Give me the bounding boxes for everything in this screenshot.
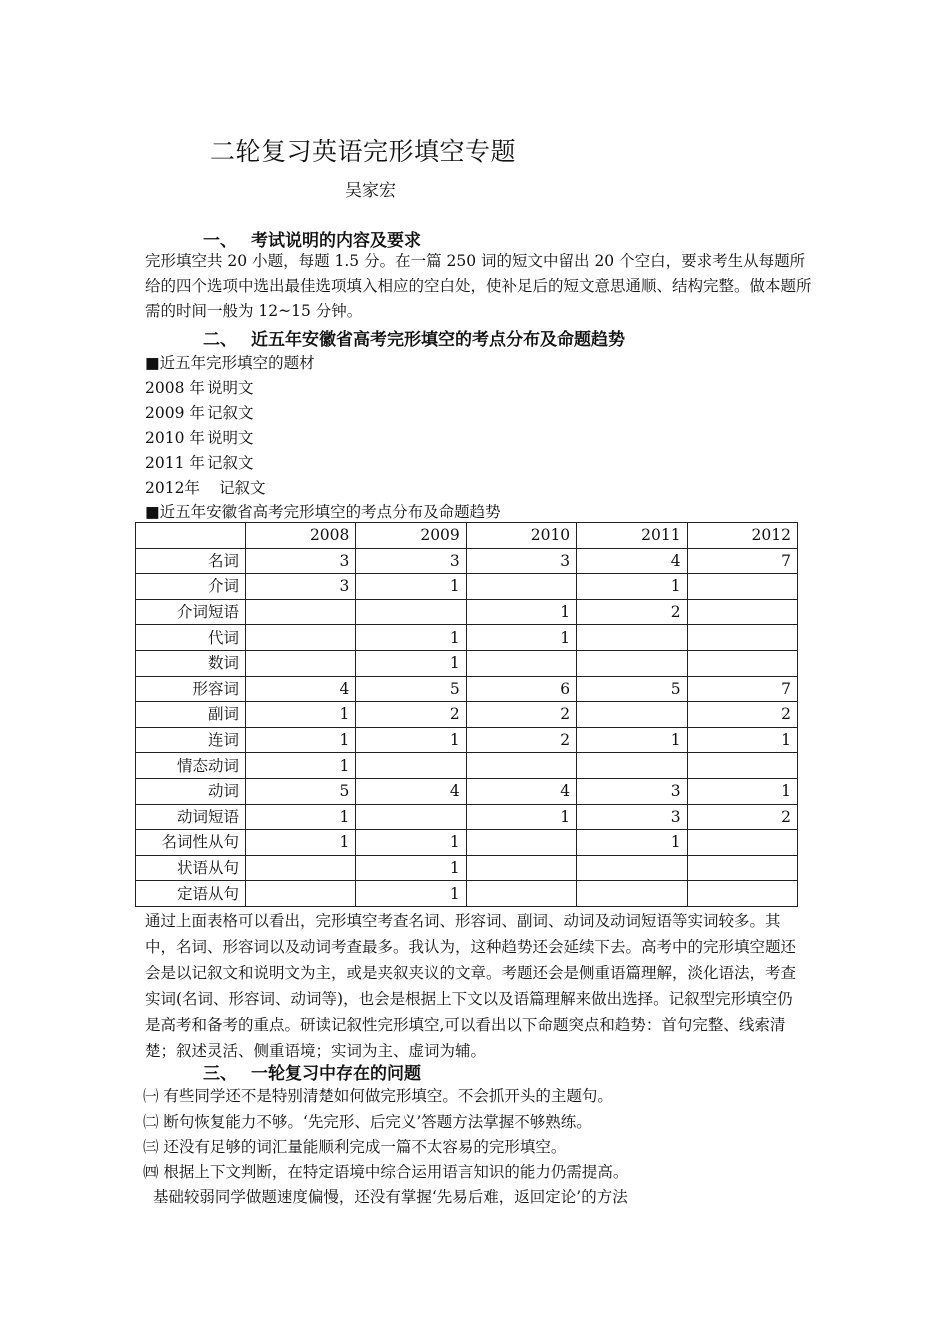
- table-cell: 7: [687, 548, 797, 574]
- table-row: [136, 548, 798, 574]
- table-cell: [687, 650, 797, 676]
- table-header-cell: 2012: [687, 523, 797, 549]
- table-cell: [577, 650, 687, 676]
- year-line: [145, 451, 254, 473]
- section-2-title: 近五年安徽省高考完形填空的考点分布及命题趋势: [251, 330, 625, 350]
- table-header-row: [136, 523, 798, 549]
- table-header-cell: 2009: [356, 523, 466, 549]
- table-cell: [687, 625, 797, 651]
- table-cell: [466, 574, 576, 600]
- issue-item: ㈢ 还没有足够的词汇量能顺利完成一篇不太容易的完形填空。: [143, 1138, 567, 1156]
- genre-label: 说明文: [207, 379, 254, 397]
- table-cell: 2: [466, 702, 576, 728]
- table-cell: 1: [356, 625, 466, 651]
- section-1-number: 一、: [203, 231, 237, 251]
- table-cell: 1: [246, 804, 356, 830]
- table-cell: 1: [246, 702, 356, 728]
- table-cell: 1: [466, 599, 576, 625]
- table-cell: 4: [577, 548, 687, 574]
- table-cell: [466, 830, 576, 856]
- table-row-label: 介词: [136, 574, 246, 600]
- table-cell: [577, 881, 687, 907]
- issue-item: ㈣ 根据上下文判断，在特定语境中综合运用语言知识的能力仍需提高。: [143, 1163, 629, 1181]
- table-cell: 1: [356, 650, 466, 676]
- section-3-title: 一轮复习中存在的问题: [251, 1064, 421, 1084]
- year-line: [145, 476, 266, 498]
- table-cell: 6: [466, 676, 576, 702]
- table-cell: [687, 574, 797, 600]
- exam-points-table-body: [136, 523, 798, 907]
- table-row-label: 情态动词: [136, 753, 246, 779]
- table-cell: 3: [246, 548, 356, 574]
- table-cell: 2: [687, 702, 797, 728]
- issue-item: ㈡ 断句恢复能力不够。‘先完形、后完义’答题方法掌握不够熟练。: [143, 1113, 592, 1131]
- table-cell: 3: [577, 778, 687, 804]
- table-cell: 3: [466, 548, 576, 574]
- table-row-label: 名词: [136, 548, 246, 574]
- table-cell: [246, 625, 356, 651]
- table-cell: [466, 881, 576, 907]
- document-author: 吴家宏: [345, 181, 396, 201]
- table-cell: 1: [687, 727, 797, 753]
- table-cell: 1: [356, 574, 466, 600]
- table-subtitle: ■近五年安徽省高考完形填空的考点分布及命题趋势: [145, 503, 501, 521]
- section-3-number: 三、: [203, 1064, 237, 1084]
- table-cell: [687, 881, 797, 907]
- table-header-cell: [136, 523, 246, 549]
- table-cell: 3: [356, 548, 466, 574]
- table-header-cell: 2008: [246, 523, 356, 549]
- table-row-label: 连词: [136, 727, 246, 753]
- materials-subtitle: ■近五年完形填空的题材: [145, 354, 315, 372]
- genre-label: 记叙文: [207, 404, 254, 422]
- table-cell: [687, 855, 797, 881]
- table-cell: 1: [356, 727, 466, 753]
- table-cell: [356, 753, 466, 779]
- table-cell: 2: [687, 804, 797, 830]
- table-row: [136, 855, 798, 881]
- table-cell: 1: [246, 830, 356, 856]
- table-cell: 1: [577, 574, 687, 600]
- table-cell: [246, 855, 356, 881]
- table-row-label: 动词: [136, 778, 246, 804]
- table-row: [136, 574, 798, 600]
- table-cell: 2: [356, 702, 466, 728]
- section-1-title: 考试说明的内容及要求: [251, 231, 421, 251]
- document-title: 二轮复习英语完形填空专题: [210, 137, 517, 166]
- year-line: [145, 376, 254, 398]
- table-row: [136, 881, 798, 907]
- table-cell: 5: [577, 676, 687, 702]
- table-row-label: 数词: [136, 650, 246, 676]
- table-cell: [687, 830, 797, 856]
- table-row: [136, 727, 798, 753]
- table-row-label: 名词性从句: [136, 830, 246, 856]
- table-cell: 3: [577, 804, 687, 830]
- section-2-number: 二、: [203, 330, 237, 350]
- table-cell: [466, 650, 576, 676]
- year-label: 2008 年: [145, 379, 205, 397]
- table-cell: 1: [356, 855, 466, 881]
- table-cell: 5: [246, 778, 356, 804]
- table-cell: 1: [577, 830, 687, 856]
- table-cell: [356, 599, 466, 625]
- table-cell: [246, 650, 356, 676]
- table-cell: [246, 881, 356, 907]
- table-row-label: 代词: [136, 625, 246, 651]
- table-cell: 1: [466, 804, 576, 830]
- table-cell: 1: [577, 727, 687, 753]
- table-header-cell: 2010: [466, 523, 576, 549]
- table-row-label: 形容词: [136, 676, 246, 702]
- table-row-label: 状语从句: [136, 855, 246, 881]
- issue-item: 基础较弱同学做题速度偏慢，还没有掌握‘先易后难，返回定论’的方法: [143, 1188, 628, 1206]
- section-2-heading: [203, 325, 625, 350]
- table-row-label: 动词短语: [136, 804, 246, 830]
- year-label: 2012年: [145, 479, 200, 497]
- table-header-cell: 2011: [577, 523, 687, 549]
- table-cell: 2: [577, 599, 687, 625]
- table-cell: [466, 753, 576, 779]
- table-cell: 4: [466, 778, 576, 804]
- genre-label: 说明文: [207, 429, 254, 447]
- table-cell: [466, 855, 576, 881]
- table-cell: 4: [356, 778, 466, 804]
- table-row-label: 定语从句: [136, 881, 246, 907]
- year-line: [145, 426, 254, 448]
- table-row: [136, 778, 798, 804]
- table-cell: 3: [246, 574, 356, 600]
- table-cell: [577, 753, 687, 779]
- table-row-label: 副词: [136, 702, 246, 728]
- section-1-heading: [203, 226, 421, 251]
- genre-label: 记叙文: [219, 479, 266, 497]
- table-cell: [687, 753, 797, 779]
- table-row-label: 介词短语: [136, 599, 246, 625]
- table-row: [136, 650, 798, 676]
- table-cell: 1: [356, 830, 466, 856]
- table-row: [136, 625, 798, 651]
- table-row: [136, 676, 798, 702]
- table-cell: [687, 599, 797, 625]
- table-cell: 2: [466, 727, 576, 753]
- analysis-paragraph: 通过上面表格可以看出，完形填空考查名词、形容词、副词、动词及动词短语等实词较多。其中，名词、形容词以及动词考查最多。我认为，这种趋势还会延续下去。高考中的完形填空题还会是以记叙文和说明文为主，或是夹叙夹议的文章。考题还会是侧重语篇理解，淡化语法，考查实词(名词、形容词、动词等)，也会是根据上下文以及语篇理解来做出选择。记叙型完形填空仍是高考和备考的重点。研读记叙性完形填空,可以看出以下命题突点和趋势：首句完整、线索清楚；叙述灵活、侧重语境；实词为主、虚词为辅。: [145, 912, 797, 1060]
- year-label: 2011 年: [145, 454, 205, 472]
- table-cell: [356, 804, 466, 830]
- table-row: [136, 804, 798, 830]
- table-row: [136, 702, 798, 728]
- table-cell: [246, 599, 356, 625]
- year-label: 2010 年: [145, 429, 205, 447]
- table-cell: 4: [246, 676, 356, 702]
- year-line: [145, 401, 254, 423]
- table-row: [136, 753, 798, 779]
- table-cell: [577, 625, 687, 651]
- table-cell: 1: [466, 625, 576, 651]
- exam-points-table: [135, 522, 798, 907]
- table-cell: 7: [687, 676, 797, 702]
- table-cell: [577, 702, 687, 728]
- table-cell: 1: [687, 778, 797, 804]
- year-label: 2009 年: [145, 404, 205, 422]
- issue-item: ㈠ 有些同学还不是特别清楚如何做完形填空。不会抓开头的主题句。: [143, 1087, 613, 1105]
- table-cell: 5: [356, 676, 466, 702]
- section-3-heading: [203, 1059, 421, 1084]
- table-row: [136, 830, 798, 856]
- genre-label: 记叙文: [207, 454, 254, 472]
- table-cell: [577, 855, 687, 881]
- table-cell: 1: [246, 753, 356, 779]
- table-row: [136, 599, 798, 625]
- table-cell: 1: [246, 727, 356, 753]
- table-cell: 1: [356, 881, 466, 907]
- section-1-paragraph: 完形填空共 20 小题，每题 1.5 分。在一篇 250 词的短文中留出 20 个空白，要求考生从每题所给的四个选项中选出最佳选项填入相应的空白处，使补足后的短文意思通顺、结构完整。做本题所需的时间一般为 12~15 分钟。: [145, 252, 812, 320]
